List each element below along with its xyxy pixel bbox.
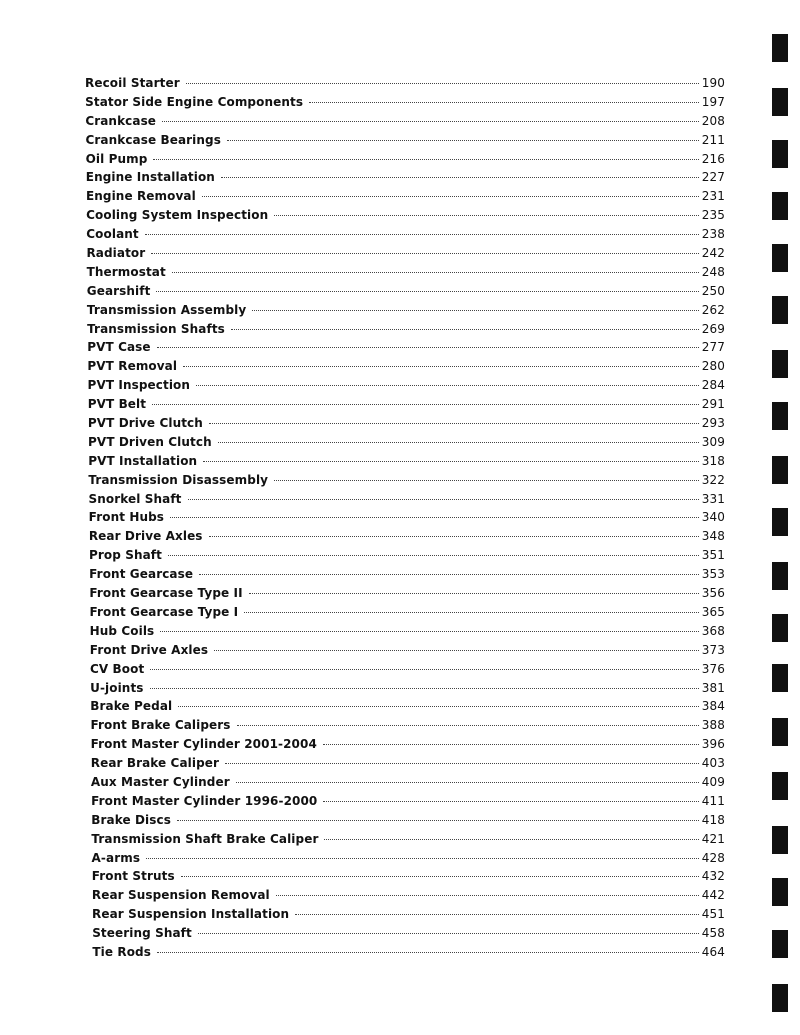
toc-entry-page: 211 [701,132,725,147]
toc-entry[interactable] [92,888,725,907]
dot-leader [324,839,698,840]
toc-entry-page: 411 [701,793,725,808]
toc-entry-page: 231 [701,189,725,204]
toc-entry-title: U-joints [90,680,144,695]
toc-entry-page: 376 [701,661,725,676]
toc-entry-page: 197 [701,94,725,109]
toc-entry[interactable] [87,340,725,359]
toc-entry-page: 250 [701,283,725,298]
dot-leader [152,404,699,405]
toc-entry-title: Crankcase [85,113,157,128]
toc-entry-page: 388 [701,718,725,733]
dot-leader [151,253,698,254]
toc-entry-page: 421 [701,831,725,846]
dot-leader [249,593,699,594]
edge-tab [772,296,788,324]
toc-entry[interactable] [86,208,725,227]
toc-entry-title: Recoil Starter [85,76,180,90]
dot-leader [236,782,699,783]
toc-entry[interactable] [86,152,725,171]
toc-entry-title: Front Master Cylinder 2001-2004 [90,737,317,752]
dot-leader [199,574,699,575]
edge-tab [772,192,788,220]
dot-leader [274,480,699,481]
toc-entry-title: Front Brake Calipers [90,718,231,733]
dot-leader [227,140,699,141]
dot-leader [323,744,699,745]
toc-entry-title: Prop Shaft [89,548,162,563]
edge-tab [772,718,788,746]
dot-leader [150,669,698,670]
toc-entry-page: 235 [701,208,725,223]
dot-leader [181,876,699,877]
toc-entry[interactable] [88,454,725,473]
toc-entry-page: 291 [701,397,725,412]
toc-entry[interactable] [89,510,725,529]
toc-entry-title: Stator Side Engine Components [85,94,304,109]
toc-entry[interactable] [92,851,725,870]
toc-entry[interactable] [85,133,725,152]
toc-entry[interactable] [86,227,725,246]
toc-entry-page: 227 [701,170,725,185]
toc-entry-title: PVT Drive Clutch [87,416,203,431]
toc-entry-title: Gearshift [86,283,151,298]
toc-entry-page: 269 [701,321,725,336]
toc-entry-title: Front Hubs [88,510,165,525]
dot-leader [168,555,699,556]
dot-leader [244,612,699,613]
dot-leader [162,121,699,122]
dot-leader [252,310,698,311]
toc-entry-page: 277 [701,340,725,355]
toc-entry-title: Steering Shaft [92,926,192,941]
dot-leader [156,291,698,292]
dot-leader [170,517,699,518]
toc-entry-title: Front Gearcase [89,567,194,582]
toc-entry-page: 368 [701,623,725,638]
toc-entry-title: PVT Case [87,340,151,355]
toc-entry-title: PVT Inspection [87,378,191,393]
toc-entry-title: Oil Pump [85,151,148,166]
dot-leader [177,820,699,821]
dot-leader [178,706,699,707]
toc-entry-title: A-arms [91,850,141,865]
toc-entry-page: 208 [701,113,725,128]
dot-leader [209,423,699,424]
toc-entry[interactable] [91,794,725,813]
edge-tab [772,88,788,116]
toc-entry[interactable] [90,681,725,700]
table-of-contents [85,76,725,964]
toc-entry-title: Front Drive Axles [89,642,209,657]
toc-entry-title: Front Master Cylinder 1996-2000 [91,793,318,808]
dot-leader [274,215,699,216]
toc-entry-page: 322 [701,472,725,487]
toc-entry-page: 403 [701,756,725,771]
edge-tab [772,562,788,590]
dot-leader [157,347,699,348]
dot-leader [146,858,699,859]
toc-entry-title: Snorkel Shaft [88,491,182,506]
dot-leader [172,272,699,273]
toc-entry-page: 365 [701,604,725,619]
toc-entry-title: PVT Removal [87,359,178,374]
dot-leader [237,725,699,726]
toc-entry-title: Coolant [86,227,139,242]
edge-tab [772,34,788,62]
toc-entry-page: 190 [701,76,725,90]
edge-tab [772,826,788,854]
toc-entry[interactable] [88,435,725,454]
toc-entry-title: Engine Installation [85,170,215,185]
toc-entry[interactable] [92,945,725,964]
toc-entry-page: 418 [701,812,725,827]
toc-entry-title: Transmission Shafts [87,321,225,336]
edge-tab [772,878,788,906]
toc-entry-page: 238 [701,227,725,242]
toc-entry-title: Hub Coils [89,623,155,638]
toc-entry[interactable] [89,529,725,548]
dot-leader [153,159,698,160]
toc-entry-title: Transmission Disassembly [88,472,269,487]
toc-entry-page: 432 [701,869,725,884]
toc-entry[interactable] [90,662,725,681]
toc-entry-page: 262 [701,302,725,317]
dot-leader [198,933,699,934]
toc-entry[interactable] [91,775,725,794]
toc-entry[interactable] [89,586,725,605]
toc-entry-page: 373 [701,642,725,657]
toc-entry-page: 348 [701,529,725,544]
toc-entry-page: 293 [701,416,725,431]
toc-entry[interactable] [91,737,725,756]
toc-entry[interactable] [87,303,725,322]
edge-tab [772,772,788,800]
toc-entry[interactable] [90,624,725,643]
toc-entry-page: 248 [701,264,725,279]
toc-entry[interactable] [88,473,725,492]
toc-entry-title: Transmission Shaft Brake Caliper [91,831,319,846]
dot-leader [214,650,699,651]
toc-entry-page: 284 [701,378,725,393]
toc-entry-title: Crankcase Bearings [85,132,221,147]
toc-entry[interactable] [92,926,725,945]
toc-entry-page: 381 [701,680,725,695]
dot-leader [231,329,699,330]
dot-leader [160,631,698,632]
dot-leader [295,914,699,915]
toc-entry-title: Rear Brake Caliper [90,756,220,771]
dot-leader [203,461,699,462]
toc-entry-title: PVT Installation [88,453,198,468]
toc-entry-page: 351 [701,548,725,563]
toc-entry-page: 442 [701,888,725,903]
dot-leader [209,536,699,537]
toc-entry[interactable] [90,643,725,662]
toc-entry[interactable] [92,869,725,888]
toc-entry-title: PVT Belt [87,397,147,412]
edge-tab [772,140,788,168]
toc-entry-title: Brake Discs [91,812,171,827]
toc-entry-page: 242 [701,246,725,261]
toc-entry-page: 280 [701,359,725,374]
toc-entry[interactable] [87,284,725,303]
toc-entry[interactable] [89,492,725,511]
toc-entry[interactable] [86,170,725,189]
toc-entry-page: 458 [701,926,725,941]
edge-tab [772,456,788,484]
toc-entry[interactable] [91,756,725,775]
toc-entry-title: Thermostat [86,264,166,279]
edge-tab [772,664,788,692]
dot-leader [276,895,699,896]
dot-leader [202,196,699,197]
toc-entry[interactable] [85,76,725,95]
dot-leader [225,763,699,764]
toc-entry-title: Cooling System Inspection [86,208,269,223]
toc-entry[interactable] [88,397,725,416]
toc-entry-title: Rear Suspension Installation [92,907,290,922]
toc-entry[interactable] [91,813,725,832]
dot-leader [186,83,699,84]
dot-leader [309,102,699,103]
toc-entry-page: 340 [701,510,725,525]
dot-leader [157,952,699,953]
toc-entry-title: Front Struts [91,869,175,884]
toc-entry-page: 331 [701,491,725,506]
edge-tab [772,984,788,1012]
toc-entry-page: 318 [701,453,725,468]
toc-entry[interactable] [91,832,725,851]
toc-entry[interactable] [86,189,725,208]
toc-entry-page: 396 [701,737,725,752]
toc-entry-page: 216 [701,151,725,166]
toc-entry-title: Radiator [86,246,146,261]
dot-leader [188,499,699,500]
toc-entry-title: Rear Suspension Removal [91,888,270,903]
toc-entry[interactable] [88,378,725,397]
toc-entry[interactable] [87,322,725,341]
toc-entry[interactable] [85,114,725,133]
toc-entry[interactable] [89,567,725,586]
toc-entry-title: Transmission Assembly [86,302,247,317]
toc-entry[interactable] [87,265,725,284]
dot-leader [150,688,699,689]
toc-entry-page: 384 [701,699,725,714]
toc-entry-page: 409 [701,774,725,789]
toc-entry-page: 356 [701,586,725,601]
edge-tab [772,508,788,536]
toc-entry-title: Aux Master Cylinder [90,774,230,789]
dot-leader [183,366,699,367]
toc-entry[interactable] [89,605,725,624]
toc-entry-title: Front Gearcase Type II [89,586,243,601]
toc-entry-page: 309 [701,434,725,449]
toc-entry[interactable] [88,416,725,435]
edge-tab [772,402,788,430]
toc-entry-title: PVT Driven Clutch [88,434,212,449]
dot-leader [196,385,699,386]
toc-entry-page: 428 [701,850,725,865]
toc-entry-title: Engine Removal [85,189,196,204]
toc-entry[interactable] [86,246,725,265]
toc-entry-page: 464 [701,944,725,959]
toc-entry[interactable] [90,718,725,737]
edge-tab [772,244,788,272]
toc-entry-title: Front Gearcase Type I [89,604,239,619]
dot-leader [145,234,699,235]
toc-entry[interactable] [90,699,725,718]
toc-entry-title: Rear Drive Axles [88,529,203,544]
edge-tab [772,350,788,378]
toc-entry[interactable] [85,95,725,114]
toc-entry-page: 451 [701,907,725,922]
toc-entry[interactable] [92,907,725,926]
toc-entry-title: Brake Pedal [90,699,173,714]
dot-leader [221,177,699,178]
dot-leader [218,442,699,443]
edge-tab [772,930,788,958]
toc-entry-title: CV Boot [89,661,145,676]
dot-leader [323,801,698,802]
toc-entry-page: 353 [701,567,725,582]
toc-entry[interactable] [87,359,725,378]
toc-entry[interactable] [89,548,725,567]
edge-tab [772,614,788,642]
toc-entry-title: Tie Rods [92,944,151,959]
